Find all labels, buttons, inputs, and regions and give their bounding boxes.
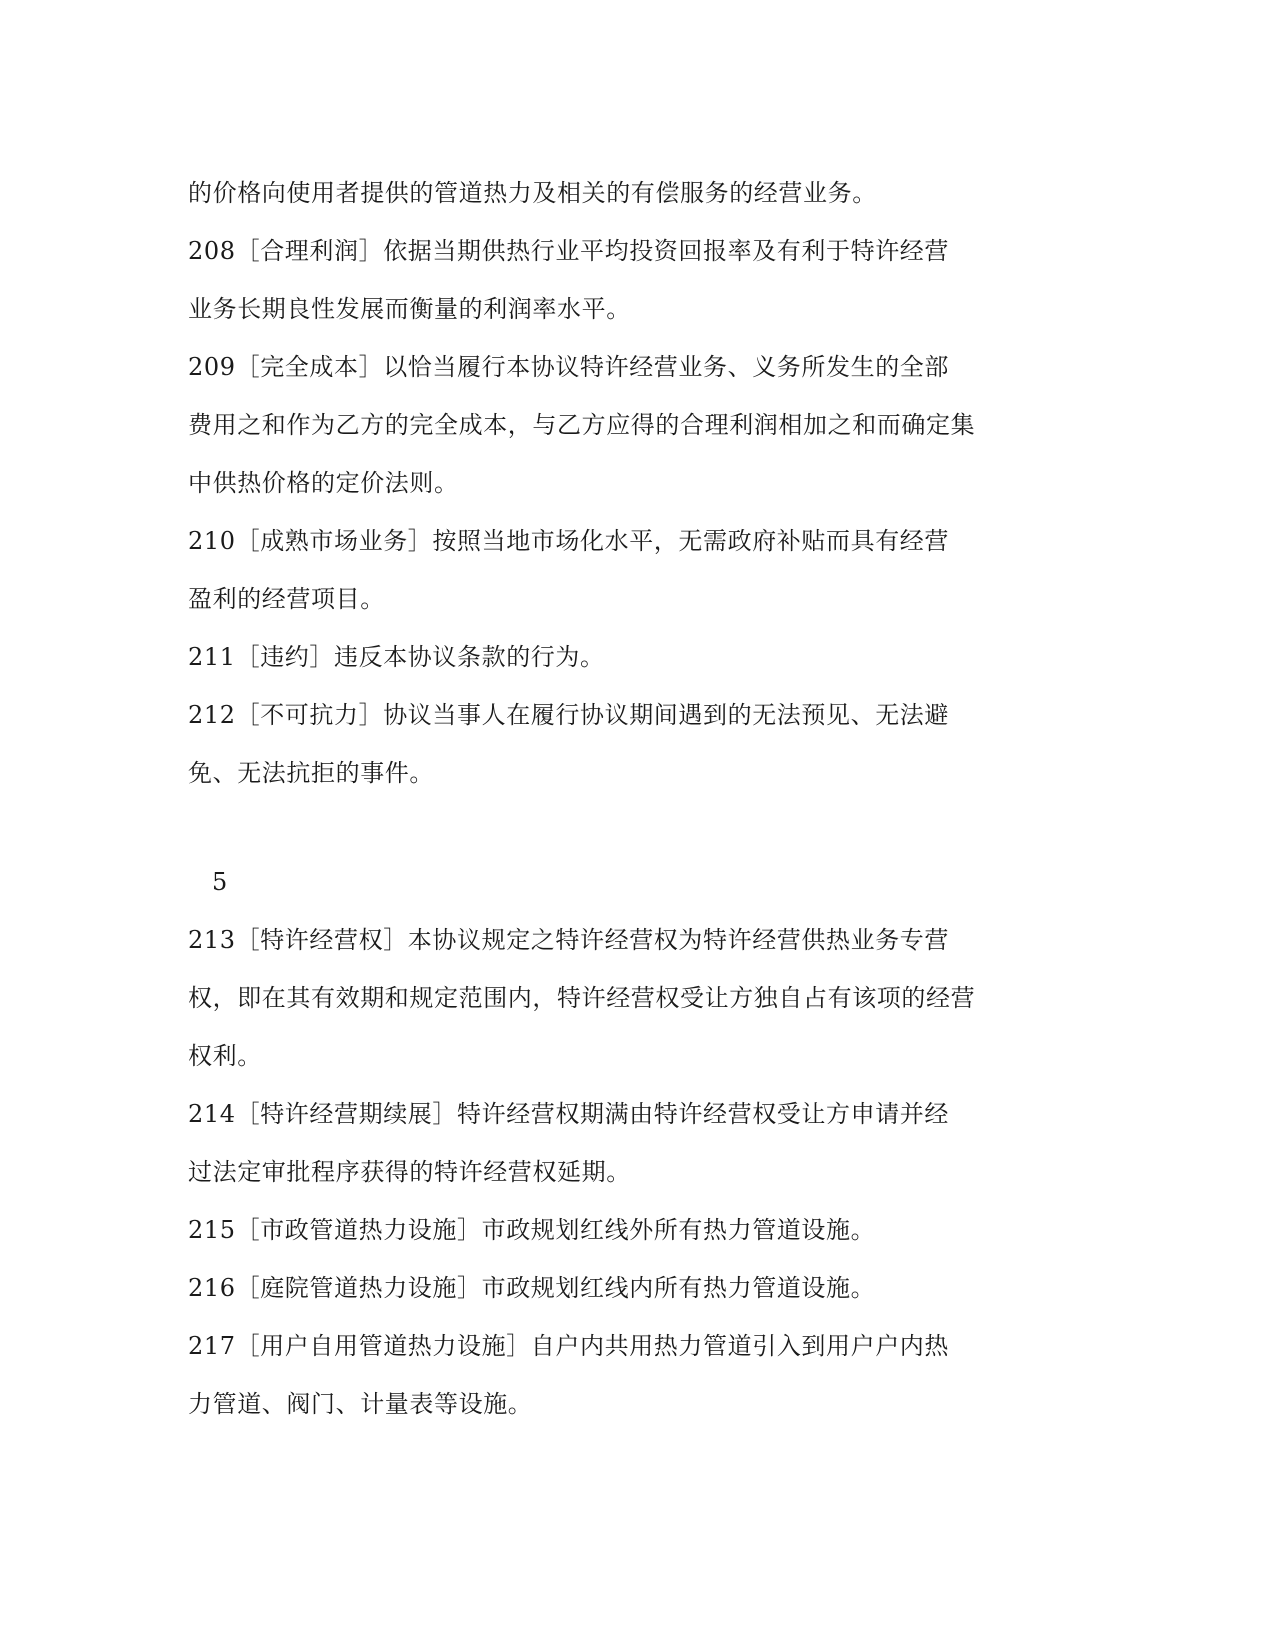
clause-217-line-1: 217［用户自用管道热力设施］自户内共用热力管道引入到用户户内热	[188, 1332, 950, 1360]
clause-213-line-3: 权利。	[188, 1042, 262, 1070]
clause-215-line-1: 215［市政管道热力设施］市政规划红线外所有热力管道设施。	[188, 1216, 876, 1244]
clause-212-line-2: 免、无法抗拒的事件。	[188, 759, 434, 787]
clause-213-line-2: 权，即在其有效期和规定范围内，特许经营权受让方独自占有该项的经营	[188, 984, 976, 1012]
clause-211-line-1: 211［违约］违反本协议条款的行为。	[188, 643, 605, 671]
clause-213-line-1: 213［特许经营权］本协议规定之特许经营权为特许经营供热业务专营	[188, 926, 950, 954]
clause-209-line-3: 中供热价格的定价法则。	[188, 469, 459, 497]
clause-210-line-1: 210［成熟市场业务］按照当地市场化水平，无需政府补贴而具有经营	[188, 527, 950, 555]
clause-209-line-2: 费用之和作为乙方的完全成本，与乙方应得的合理利润相加之和而确定集	[188, 411, 976, 439]
clause-208-line-1: 208［合理利润］依据当期供热行业平均投资回报率及有利于特许经营	[188, 237, 950, 265]
clause-208-line-2: 业务长期良性发展而衡量的利润率水平。	[188, 295, 631, 323]
clause-210-line-2: 盈利的经营项目。	[188, 585, 385, 613]
clause-216-line-1: 216［庭院管道热力设施］市政规划红线内所有热力管道设施。	[188, 1274, 876, 1302]
text-line: 的价格向使用者提供的管道热力及相关的有偿服务的经营业务。	[188, 179, 877, 207]
clause-214-line-1: 214［特许经营期续展］特许经营权期满由特许经营权受让方申请并经	[188, 1100, 950, 1128]
page-number: 5	[212, 868, 228, 896]
clause-217-line-2: 力管道、阀门、计量表等设施。	[188, 1390, 533, 1418]
clause-209-line-1: 209［完全成本］以恰当履行本协议特许经营业务、义务所发生的全部	[188, 353, 950, 381]
clause-212-line-1: 212［不可抗力］协议当事人在履行协议期间遇到的无法预见、无法避	[188, 701, 950, 729]
clause-214-line-2: 过法定审批程序获得的特许经营权延期。	[188, 1158, 631, 1186]
